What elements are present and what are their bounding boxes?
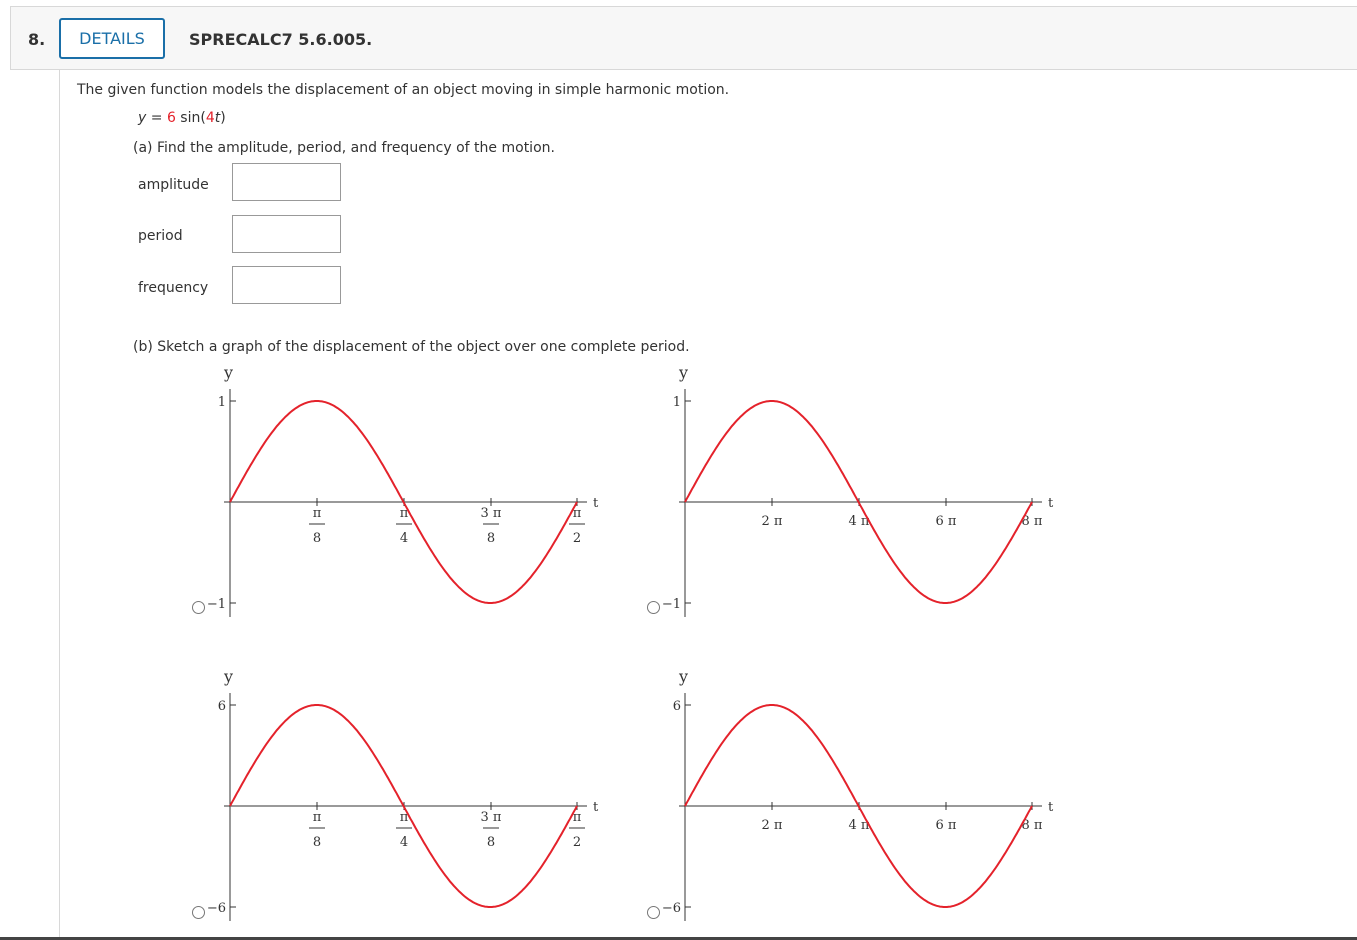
tick-numerator: π [312, 506, 322, 521]
tick-label: 4 π [848, 818, 870, 833]
part-a-prompt: (a) Find the amplitude, period, and frequency of the motion. [133, 140, 555, 156]
y-axis-label: y [679, 667, 689, 686]
tick-numerator: 3 π [480, 810, 502, 825]
question-code: SPRECALC7 5.6.005. [189, 30, 373, 49]
y-axis-label: y [224, 363, 234, 382]
equation-coefficient: 6 [166, 110, 176, 126]
tick-numerator: π [572, 506, 582, 521]
y-max-label: 1 [217, 395, 226, 410]
x-axis-label: t [593, 496, 599, 511]
tick-denominator: 8 [486, 531, 496, 546]
tick-numerator: π [312, 810, 322, 825]
x-axis-label: t [1048, 800, 1054, 815]
y-min-label: −1 [661, 597, 681, 612]
tick-numerator: π [399, 810, 409, 825]
frequency-label: frequency [138, 280, 209, 296]
equation-arg-coefficient: 4 [205, 110, 215, 126]
tick-denominator: 4 [399, 531, 409, 546]
graph-option-c[interactable] [207, 667, 599, 921]
tick-label: 8 π [1021, 514, 1043, 529]
graph-option-d[interactable] [662, 667, 1054, 921]
x-axis-label: t [1048, 496, 1054, 511]
tick-numerator: 3 π [480, 506, 502, 521]
tick-label: 8 π [1021, 818, 1043, 833]
tick-denominator: 8 [312, 531, 322, 546]
tick-label: 6 π [935, 818, 957, 833]
tick-label: 2 π [761, 818, 783, 833]
details-button[interactable]: DETAILS [59, 18, 165, 59]
y-min-label: −6 [206, 901, 226, 916]
tick-denominator: 2 [572, 531, 582, 546]
x-axis-label: t [593, 800, 599, 815]
part-b-prompt: (b) Sketch a graph of the displacement of the object over one complete period. [133, 339, 690, 355]
tick-denominator: 8 [486, 835, 496, 850]
tick-denominator: 8 [312, 835, 322, 850]
y-axis-label: y [679, 363, 689, 382]
y-max-label: 6 [217, 699, 226, 714]
tick-label: 6 π [935, 514, 957, 529]
graph-option-a[interactable] [207, 363, 599, 617]
y-max-label: 1 [672, 395, 681, 410]
tick-numerator: π [399, 506, 409, 521]
amplitude-label: amplitude [138, 177, 209, 193]
tick-denominator: 4 [399, 835, 409, 850]
y-min-label: −6 [661, 901, 681, 916]
y-axis-label: y [224, 667, 234, 686]
graph-option-b[interactable] [662, 363, 1054, 617]
period-label: period [138, 228, 183, 244]
tick-label: 4 π [848, 514, 870, 529]
tick-denominator: 2 [572, 835, 582, 850]
y-min-label: −1 [206, 597, 226, 612]
tick-numerator: π [572, 810, 582, 825]
problem-intro: The given function models the displacement of an object moving in simple harmonic motion. [77, 82, 730, 98]
equation: y = 6 sin(4t) [138, 110, 226, 126]
y-max-label: 6 [672, 699, 681, 714]
tick-label: 2 π [761, 514, 783, 529]
question-number: 8. [28, 30, 46, 49]
